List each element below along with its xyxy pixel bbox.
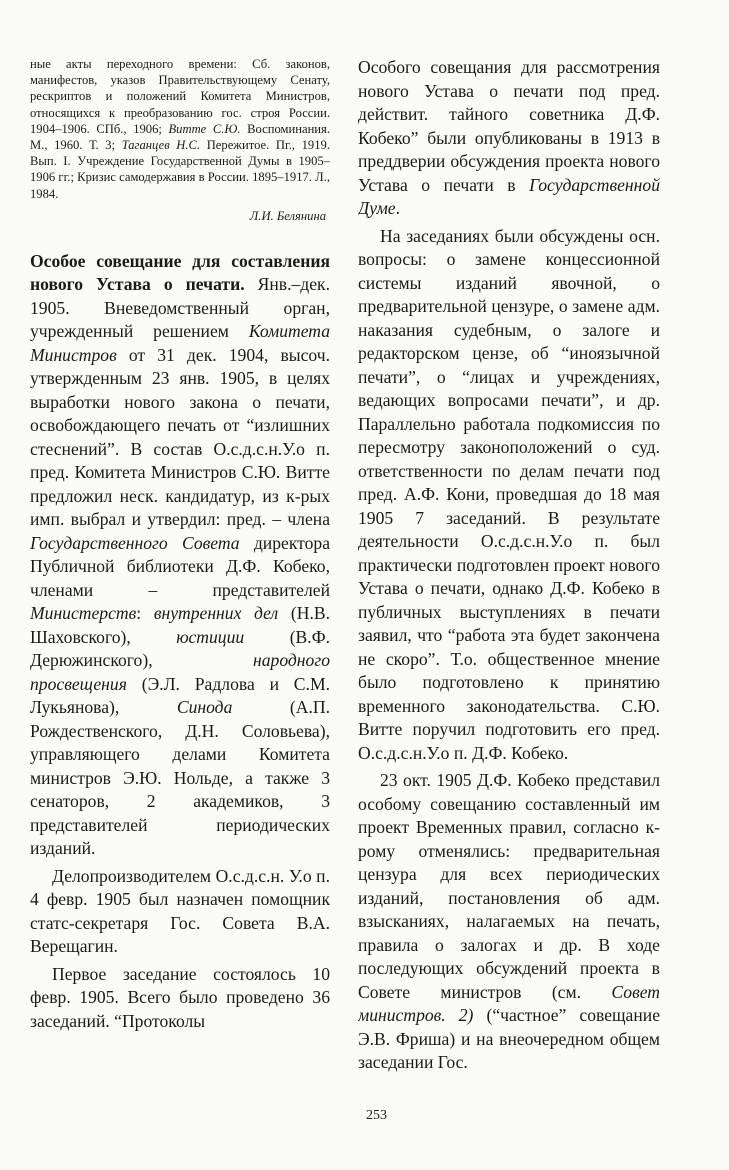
- body-text: (“частное” совещание Э.В. Фриша) и на внеочередном общем заседании Гос.: [358, 1005, 660, 1072]
- body-paragraph: На заседаниях были обсуждены осн. вопросы: о замене концессионной системы изданий явочной, о предварительной цензуре, о замене адм. наказания судебным, о залоге и редакторском цензе, об “иноязычной печати”, о “лицах и учреждениях, ведающих вопросами печати”, и др. Параллельно работала подкомиссия по пересмотру законоположений о суд. ответственности по делам печати под пред. А.Ф. Кони, проведшая до 18 мая 1905 7 заседаний. В результате деятельности О.с.д.с.н.У.о п. был практически подготовлен проект нового Устава о печати, однако Д.Ф. Кобеко в публичных выступлениях в печати заявил, что “работа эта будет закончена не скоро”. Т.о. общественное мнение было подготовлено к принятию временного законодательства. С.Ю. Витте поручил подготовить его пред. О.с.д.с.н.У.о п. Д.Ф. Кобеко.: [358, 225, 660, 763]
- cross-reference-link[interactable]: Государственной Думе: [358, 174, 660, 218]
- body-text: 23 окт. 1905 Д.Ф. Кобеко представил особому совещанию составленный им проект Временных правил, согласно к-рому отменялись: предварительная цензура для всех периодических изданий, постановления об адм. взысканиях, налагаемых на печать, правила о залогах и др. В ходе последующих обсуждений проекта в Совете министров (см.: [358, 770, 660, 1002]
- cross-reference-link[interactable]: народного просвещения: [30, 650, 330, 694]
- cross-reference-link[interactable]: Синода: [176, 697, 233, 718]
- entry-paragraph: [30, 250, 330, 861]
- body-text: .: [395, 198, 401, 218]
- right-column: [358, 56, 660, 1075]
- body-text: (Н.В. Шаховского),: [30, 603, 330, 647]
- body-text: директора Публичной библиотеки Д.Ф. Кобеко, членами – представителей: [30, 532, 330, 600]
- cross-reference-link[interactable]: Совет министров. 2): [358, 981, 660, 1025]
- page-number: 253: [366, 1108, 387, 1123]
- body-text: :: [136, 603, 154, 624]
- body-text: (А.П. Рождественского, Д.Н. Соловьева), управляющего делами Комитета министров Э.Ю. Нольде, а также 3 сенаторов, 2 академиков, 3 представителей периодических изданий.: [30, 697, 330, 859]
- body-text: (В.Ф. Дерюжинского),: [30, 626, 330, 671]
- continuation-paragraph: [358, 56, 660, 221]
- body-text: Янв.–дек. 1905. Вневедомственный орган, учрежденный решением: [30, 274, 330, 342]
- cross-reference-link[interactable]: внутренних дел: [153, 603, 279, 624]
- body-text: Особого совещания для рассмотрения нового Устава о печати под пред. действит. тайного советника Д.Ф. Кобеко” были опубликованы в 1913 в преддверии обсуждения проекта нового Устава о печати в: [358, 57, 660, 195]
- cross-reference-link[interactable]: Комитета Министров: [30, 321, 330, 365]
- cross-reference-link[interactable]: Государственного Совета: [30, 532, 240, 553]
- reference-author: Таганцев Н.С.: [121, 138, 201, 153]
- cross-reference-link[interactable]: юстиции: [176, 626, 245, 647]
- body-paragraph: [358, 769, 660, 1075]
- left-column: [30, 56, 330, 1033]
- author-signature: Л.И. Белянина: [249, 208, 326, 223]
- bibliography-text: Воспоминания. М., 1960. Т. 3;: [30, 121, 330, 153]
- reference-author: Витте С.Ю.: [168, 121, 241, 136]
- body-paragraph: Делопроизводителем О.с.д.с.н. У.о п. 4 февр. 1905 был назначен помощник статс-секретаря Гос. Совета В.А. Верещагин.: [30, 865, 330, 957]
- body-text: от 31 дек. 1904, высоч. утвержденным 23 янв. 1905, в целях выработки нового закона о печати, освобождающего печать от “излишних стеснений”. В состав О.с.д.с.н.У.о п. пред. Комитета Министров С.Ю. Витте предложил неск. кандидатур, из к-рых имп. выбрал и утвердил: пред. – члена: [30, 344, 330, 530]
- bibliography-continuation: [30, 56, 330, 202]
- body-text: (Э.Л. Радлова и С.М. Лукьянова),: [30, 673, 330, 718]
- entry-title: Особое совещание для составления нового Устава о печати.: [30, 250, 330, 295]
- bibliography-text: Пережитое. Пг., 1919. Вып. I. Учреждение Государственной Думы в 1905–1906 гг.; Кризис самодержавия в России. 1895–1917. Л., 1984.: [30, 138, 330, 201]
- bibliography-text: ные акты переходного времени: Сб. законов, манифестов, указов Правительствующему Сенату, рескриптов и положений Комитета Министров, относящихся к преобразованию гос. строя России. 1904–1906. СПб., 1906;: [30, 57, 330, 136]
- body-paragraph: Первое заседание состоялось 10 февр. 1905. Всего было проведено 36 заседаний. “Протоколы: [30, 963, 330, 1031]
- cross-reference-link[interactable]: Министерств: [30, 603, 137, 624]
